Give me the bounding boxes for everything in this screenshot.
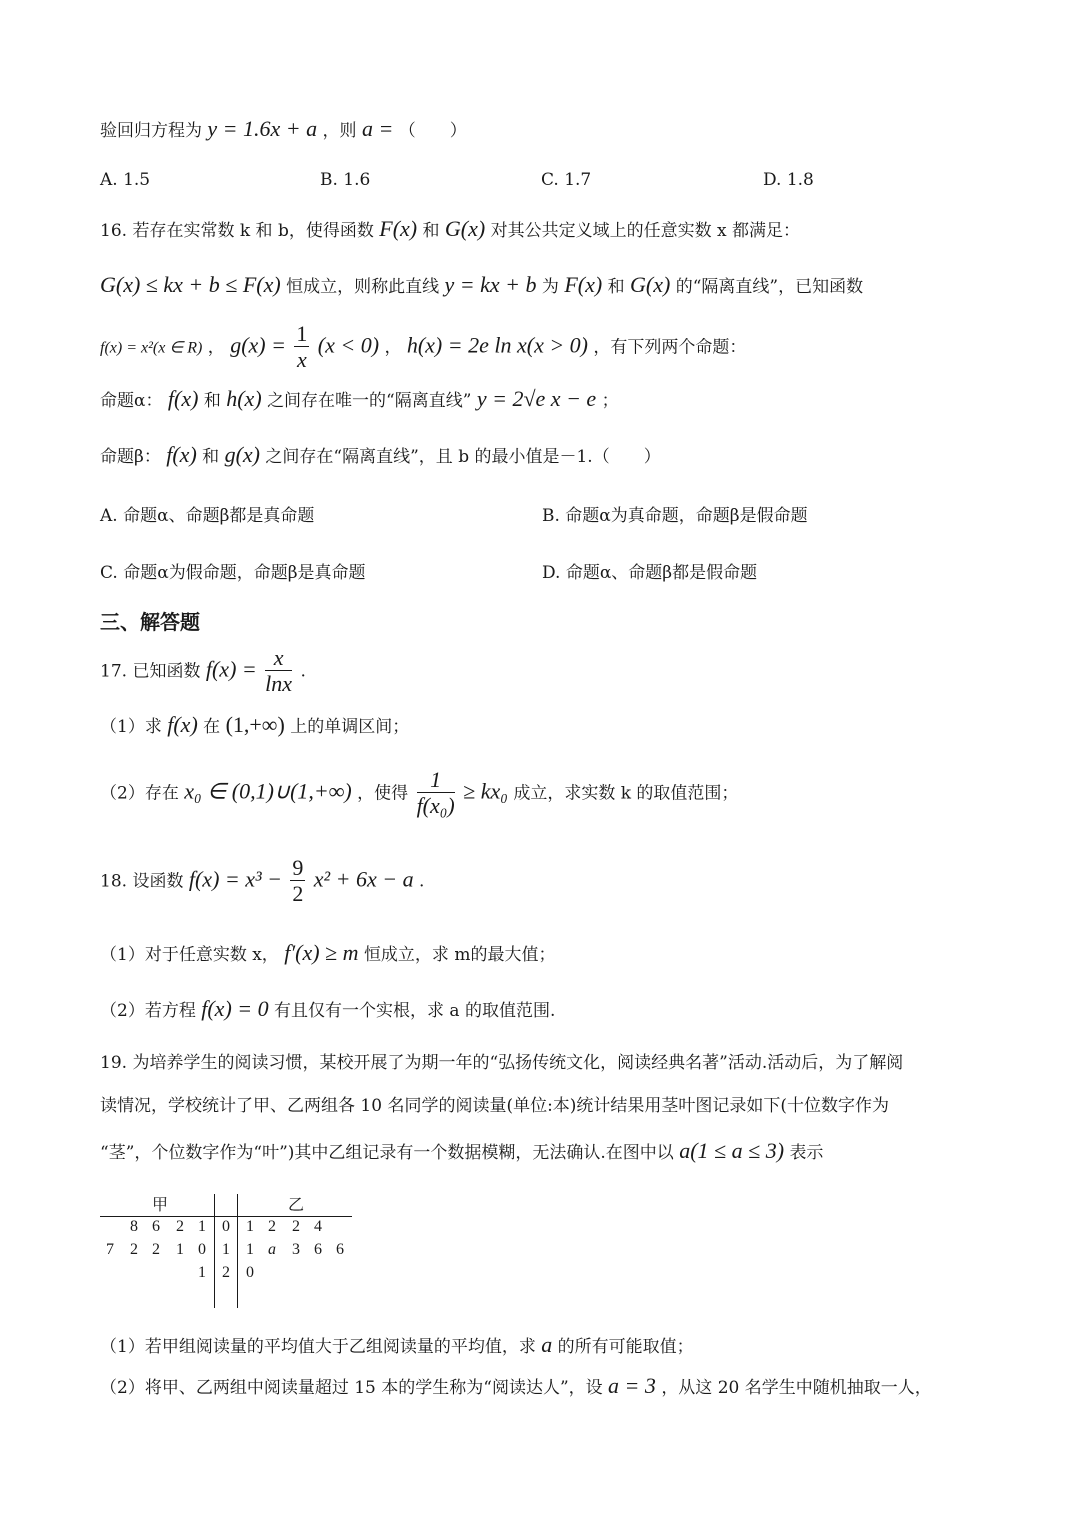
q19-p1-text-end: 的所有可能取值； — [557, 1337, 694, 1357]
q15-option-a[interactable]: A. 1.5 — [100, 170, 151, 190]
q16-and: 和 — [607, 277, 625, 297]
q18-f-rest: x² + 6x − a — [313, 866, 414, 892]
q15-option-d[interactable]: D. 1.8 — [763, 170, 814, 190]
fraction-denominator: x — [296, 347, 307, 373]
fraction-numerator: 1 — [417, 768, 455, 793]
q16-line-eq: y = kx + b — [444, 272, 537, 297]
q16-h-def: h(x) = 2e ln x(x > 0) — [406, 332, 589, 358]
q15-option-c[interactable]: C. 1.7 — [541, 170, 592, 190]
q19-p2-text-end: ，从这 20 名学生中随机抽取一人， — [661, 1378, 932, 1398]
q16-option-d[interactable]: D. 命题α、命题β都是假命题 — [542, 563, 758, 583]
q16-f: f(x) — [166, 442, 197, 467]
leaf-right: 4 — [314, 1218, 322, 1235]
fraction-numerator: x — [265, 646, 292, 671]
stem-leaf-left-divider — [214, 1194, 215, 1308]
q15-answer-paren: （ ） — [398, 121, 467, 141]
q19-a: a — [541, 1332, 553, 1357]
section-heading: 三、解答题 — [100, 610, 200, 634]
q16-g-def: g(x) = — [230, 332, 286, 358]
q19-text: “茎”，个位数字作为“叶”)其中乙组记录有一个数据模糊，无法确认.在图中以 — [100, 1143, 674, 1163]
leaf-left: 2 — [130, 1241, 138, 1258]
q18-p2-text-end: 有且仅有一个实根，求 a 的取值范围. — [274, 1001, 556, 1021]
q16-g: g(x) — [224, 442, 260, 467]
q15-text-end: ，则 — [322, 121, 357, 141]
q17-set: x₀ ∈ (0,1)∪(1,+∞) — [184, 778, 352, 804]
leaf-right: 2 — [268, 1218, 276, 1235]
q16-text-end: 对其公共定义域上的任意实数 x 都满足： — [490, 221, 801, 241]
q16-text: 恒成立，则称此直线 — [286, 277, 440, 297]
stem-value: 2 — [222, 1264, 230, 1281]
q17-interval: (1,+∞) — [225, 712, 285, 737]
q17-fraction — [265, 646, 292, 698]
fraction-denominator: lnx — [265, 671, 293, 697]
q16-G: G(x) — [629, 272, 671, 297]
q16-text-end: ，有下列两个命题： — [593, 337, 747, 358]
q18-period: . — [419, 871, 425, 892]
leaf-right-unknown: a — [268, 1241, 276, 1258]
q17-inequality: ≥ kx₀ — [463, 778, 508, 804]
q17-part-1 — [100, 712, 409, 738]
q19-a-range: a(1 ≤ a ≤ 3) — [679, 1138, 785, 1163]
q17-p2-text: ，使得 — [357, 783, 409, 804]
q16-text-end: 之间存在“隔离直线”，且 b 的最小值是－1.（ ） — [265, 447, 661, 467]
stem-value: 1 — [222, 1241, 230, 1258]
q16-option-b[interactable]: B. 命题α为真命题，命题β是假命题 — [542, 506, 808, 526]
q16-text: 16. 若存在实常数 k 和 b，使得函数 — [100, 221, 374, 241]
q18-p2-text: （2）若方程 — [100, 1001, 196, 1021]
q16-G: G(x) — [444, 216, 486, 241]
q16-and: 和 — [203, 391, 221, 411]
q17-p1-text: 在 — [203, 717, 221, 737]
q17-f: f(x) — [167, 712, 198, 737]
leaf-left: 8 — [130, 1218, 138, 1235]
q19-line-3 — [100, 1138, 823, 1164]
leaf-right: 0 — [246, 1264, 254, 1281]
q16-prop-alpha: 命题α： — [100, 391, 163, 411]
q16-f: f(x) — [167, 386, 199, 411]
q18-f: f(x) = x³ − — [188, 866, 282, 892]
q18-inequality: f′(x) ≥ m — [284, 940, 359, 965]
q16-text-end: ； — [601, 391, 619, 411]
leaf-right: 6 — [336, 1241, 344, 1258]
q19-line-1: 19. 为培养学生的阅读习惯，某校开展了为期一年的“弘扬传统文化，阅读经典名著”活动.活动后，为了解阅 — [100, 1053, 904, 1073]
q16-line-5 — [100, 442, 661, 468]
stem-leaf-header-rule — [100, 1216, 352, 1217]
q18-equation: f(x) = 0 — [201, 996, 269, 1021]
q17-p1-text: （1）求 — [100, 717, 162, 737]
q17-p2-text: （2）存在 — [100, 783, 179, 804]
q16-prop-beta: 命题β： — [100, 447, 161, 467]
q19-part-2 — [100, 1373, 932, 1399]
q16-f-def: f(x) = x²(x ∈ R) — [100, 339, 203, 357]
q17-p2-text-end: 成立，求实数 k 的取值范围； — [513, 783, 739, 804]
q16-and: 和 — [202, 447, 220, 467]
leaf-left: 2 — [152, 1241, 160, 1258]
stem-leaf-right-divider — [237, 1194, 238, 1308]
q16-line-1 — [100, 216, 800, 242]
q16-g-domain: (x < 0) — [317, 332, 380, 358]
q16-option-c[interactable]: C. 命题α为假命题，命题β是真命题 — [100, 563, 366, 583]
q17-part-2 — [100, 768, 738, 820]
q18-p1-text-end: 恒成立，求 m的最大值； — [363, 945, 556, 965]
leaf-right: 1 — [246, 1241, 254, 1258]
leaf-right: 1 — [246, 1218, 254, 1235]
stem-leaf-left-header: 甲 — [151, 1197, 168, 1214]
q16-line-4 — [100, 386, 619, 412]
q19-p1-text: （1）若甲组阅读量的平均值大于乙组阅读量的平均值，求 — [100, 1337, 536, 1357]
stem-value: 0 — [222, 1218, 230, 1235]
leaf-left: 1 — [176, 1241, 184, 1258]
leaf-left: 0 — [198, 1241, 206, 1258]
stem-leaf-plot — [100, 1190, 360, 1310]
q19-line-2: 读情况，学校统计了甲、乙两组各 10 名同学的阅读量(单位:本)统计结果用茎叶图记录如下(十位数字作为 — [100, 1096, 890, 1116]
q16-h: h(x) — [226, 386, 262, 411]
q16-line-2 — [100, 272, 863, 298]
q18-text: 18. 设函数 — [100, 871, 184, 892]
q16-option-a[interactable]: A. 命题α、命题β都是真命题 — [100, 506, 315, 526]
leaf-left: 6 — [152, 1218, 160, 1235]
q17-p1-text-end: 上的单调区间； — [290, 717, 410, 737]
leaf-right: 3 — [292, 1241, 300, 1258]
leaf-left: 1 — [198, 1218, 206, 1235]
q16-text: 为 — [541, 277, 559, 297]
q17-p2-fraction — [417, 768, 455, 820]
leaf-left: 2 — [176, 1218, 184, 1235]
q17-period: . — [300, 661, 306, 682]
stem-leaf-right-header: 乙 — [287, 1197, 304, 1214]
q18-p1-text: （1）对于任意实数 x， — [100, 945, 279, 965]
fraction-numerator: 9 — [292, 855, 304, 880]
q16-F: F(x) — [379, 216, 418, 241]
q18-stem — [100, 856, 424, 908]
q16-g-fraction — [294, 322, 309, 374]
q16-and: 和 — [422, 221, 440, 241]
leaf-right: 6 — [314, 1241, 322, 1258]
q17-f: f(x) = — [205, 656, 257, 682]
q17-text: 17. 已知函数 — [100, 661, 201, 682]
q17-stem — [100, 646, 306, 698]
q15-ask: a = — [361, 116, 394, 141]
fraction-numerator: 1 — [296, 321, 308, 346]
q18-part-1 — [100, 940, 555, 966]
q15-text: 验回归方程为 — [100, 121, 202, 141]
q18-fraction — [290, 856, 305, 908]
q19-a-eq: a = 3 — [608, 1373, 656, 1398]
q19-part-1 — [100, 1332, 694, 1358]
q16-line-3: f(x) = x²(x ∈ R) ， g(x) = $\frac{1}{x}$ (x < 0) ， h(x) = 2e ln x(x > 0) ，有下列两个命题： — [100, 321, 747, 373]
leaf-left: 7 — [106, 1241, 114, 1258]
q16-alpha-line: y = 2√e x − e — [476, 386, 597, 411]
q16-inequality: G(x) ≤ kx + b ≤ F(x) — [100, 272, 281, 297]
q18-part-2 — [100, 996, 555, 1022]
leaf-right: 2 — [292, 1218, 300, 1235]
q19-p2-text: （2）将甲、乙两组中阅读量超过 15 本的学生称为“阅读达人”，设 — [100, 1378, 603, 1398]
q15-option-b[interactable]: B. 1.6 — [320, 170, 371, 190]
q15-equation: y = 1.6x + a — [207, 116, 318, 141]
q19-text-end: 表示 — [789, 1143, 824, 1163]
q15-tail-line — [100, 116, 467, 142]
fraction-denominator: f(x₀) — [416, 793, 455, 819]
q16-text-end: 的“隔离直线”，已知函数 — [675, 277, 864, 297]
leaf-left: 1 — [198, 1264, 206, 1281]
q16-text: 之间存在唯一的“隔离直线” — [267, 391, 472, 411]
fraction-denominator: 2 — [292, 881, 304, 907]
q16-F: F(x) — [564, 272, 603, 297]
